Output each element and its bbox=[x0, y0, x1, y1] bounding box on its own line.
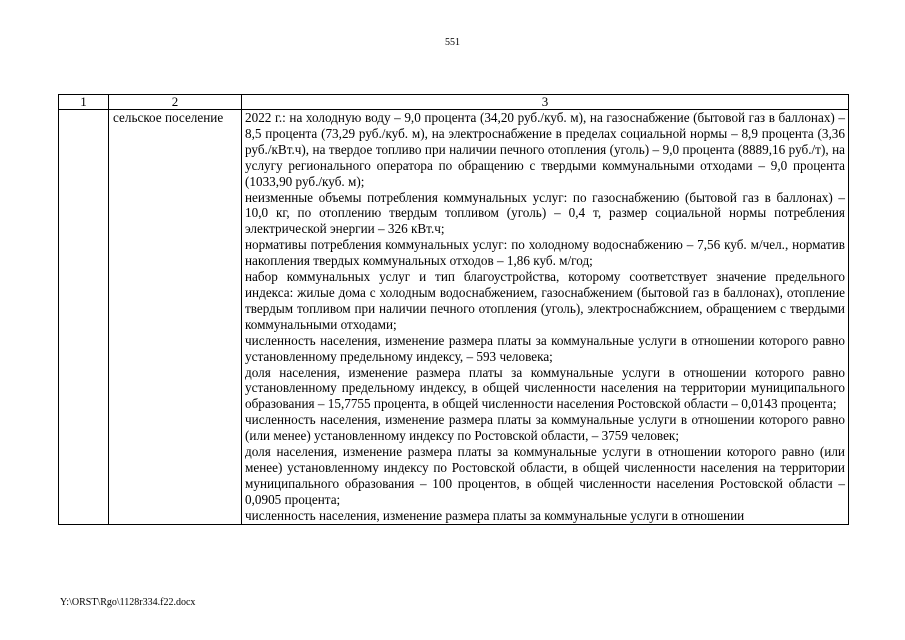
page-number: 551 bbox=[445, 37, 460, 48]
column-header-2: 2 bbox=[109, 95, 242, 110]
table-header-row bbox=[59, 95, 849, 110]
description-paragraph: 2022 г.: на холодную воду – 9,0 процента (34,20 руб./куб. м), на газоснабжение (бытовой газ в баллонах) – 8,5 процента (73,29 руб./куб. м), на электроснабжение в пределах социальной нормы – 8,9 процента (3,36 руб./кВт.ч), на твердое топливо при наличии печного отопления (уголь) – 9,0 процента (8889,16 руб./т), на услугу регионального оператора по обращению с твердыми коммунальными отходами – 9,0 процента (1033,90 руб./куб. м); bbox=[245, 110, 845, 189]
document-table bbox=[58, 94, 849, 525]
description-paragraph: набор коммунальных услуг и тип благоустройства, которому соответствует значение предельного индекса: жилые дома с холодным водоснабжением, газоснабжением (бытовой газ в баллонах), отопление твердым топливом при наличии печного отопления (уголь), электроснабжснием, обращением с твердыми коммунальными отходами; bbox=[245, 269, 845, 332]
column-header-1: 1 bbox=[59, 95, 109, 110]
description-cell bbox=[242, 110, 849, 525]
settlement-type-cell: сельское поселение bbox=[109, 110, 242, 525]
description-paragraph: численность населения, изменение размера платы за коммунальные услуги в отношении которого равно (или менее) установленному индексу по Ростовской области, – 3759 человек; bbox=[245, 412, 845, 444]
table-row bbox=[59, 110, 849, 525]
row-number-cell bbox=[59, 110, 109, 525]
description-paragraph: неизменные объемы потребления коммунальных услуг: по газоснабжению (бытовой газ в баллонах) – 10,0 кг, по отоплению твердым топливом (уголь) – 0,4 т, размер социальной нормы потребления электрической энергии – 326 кВт.ч; bbox=[245, 189, 845, 237]
column-header-3: 3 bbox=[242, 95, 849, 110]
file-path-footer: Y:\ORST\Rgo\1128r334.f22.docx bbox=[60, 597, 196, 608]
description-paragraph: численность населения, изменение размера платы за коммунальные услуги в отношении bbox=[245, 507, 745, 523]
description-paragraph: доля населения, изменение размера платы за коммунальные услуги в отношении которого равно (или менее) установленному индексу по Ростовской области, в общей численности населения на территории муниципального образования – 100 процентов, в общей численности населения Ростовской области – 0,0905 процента; bbox=[245, 444, 845, 507]
description-paragraph: нормативы потребления коммунальных услуг: по холодному водоснабжению – 7,56 куб. м/чел., норматив накопления твердых коммунальных отходов – 1,86 куб. м/год; bbox=[245, 237, 845, 269]
description-paragraph: численность населения, изменение размера платы за коммунальные услуги в отношении которого равно установленному предельному индексу, – 593 человека; bbox=[245, 332, 845, 364]
description-paragraph: доля населения, изменение размера платы за коммунальные услуги в отношении которого равно установленному предельному индексу, в общей численности населения на территории муниципального образования – 15,7755 процента, в общей численности населения Ростовской области – 0,0143 процента; bbox=[245, 364, 845, 412]
